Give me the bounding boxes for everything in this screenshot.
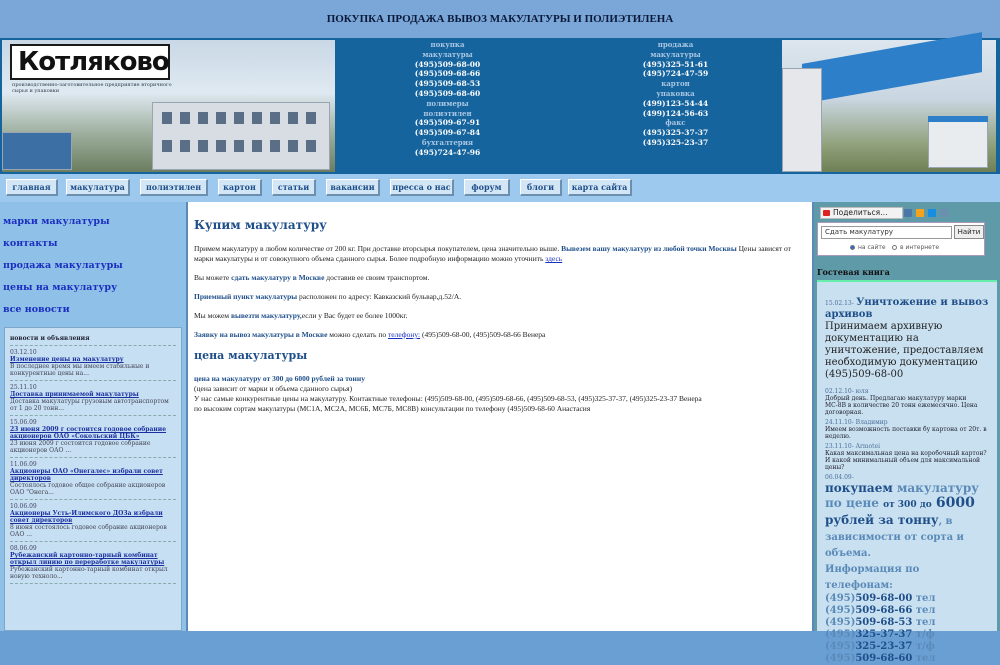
nav-tab[interactable]: макулатура <box>66 179 130 196</box>
radio-web[interactable]: в интернете <box>892 244 939 251</box>
news-date: 11.06.09 <box>10 461 37 468</box>
nav-tab[interactable]: форум <box>464 179 510 196</box>
news-date: 15.06.09 <box>10 419 37 426</box>
news-title[interactable]: Рубежанский картонно-тарный комбинат открыл линию по переработке макулатуры <box>10 552 165 566</box>
news-date: 03.12.10 <box>10 349 37 356</box>
company-logo[interactable]: Котляково <box>10 44 170 80</box>
contacts-buy <box>380 40 515 158</box>
link-prices[interactable]: цены на макулатуру <box>3 282 118 293</box>
contact-phone: (499)123-54-44 <box>642 98 709 108</box>
guestbook: 15.02.13- Уничтожение и вывоз архивов Принимаем архивную документацию на уничтожение, предоставляем необходимую документацию (495)509-68-00 02.12.10- юля Добрый день. Предлагаю макулатуру марки МС-8В в количестве 20 тонн ежемесячно. Цена договорная. 24.11.10- Владимир Имеем возможность поставки бу картона от 20т. в неделю. 23.11.10- Armotei Какая максимальная цена на коробочный картон? И какой минимальный объем для максимальной цены? 06.04.09- покупаем макулатуру по цене от 300 до 6000 рублей за тонну, в зависимости от сорта и объема. Информация по телефонам: (495)509-68-00 тел (495)509-68-66 тел (495)509-68-53 тел (495)325-37-37 т/ф (495)325-23-37 т/ф (495)509-68-60 тел <box>817 280 997 631</box>
main-content <box>186 202 814 631</box>
search-box <box>817 222 985 256</box>
guestbook-phone: (495)509-68-60 тел <box>825 653 936 664</box>
contact-phone: (495)325-23-37 <box>642 137 709 147</box>
link-phone[interactable]: телефону: <box>388 330 421 339</box>
news-text: 8 июня состоялось годовое собрание акционеров ОАО ... <box>10 524 167 538</box>
news-text: Состоялось годовое общее собрание акционеров ОАО "Онега... <box>10 482 166 496</box>
contact-phone: (495)325-51-61 <box>642 59 709 69</box>
news-text: 23 июня 2009 г состоится годовое собрание акционеров ОАО ... <box>10 440 151 454</box>
contact-phone: (495)325-37-37 <box>642 128 709 138</box>
ok-icon[interactable] <box>916 209 924 217</box>
vk-icon[interactable] <box>904 209 912 217</box>
link-sell-makulatura[interactable]: продажа макулатуры <box>3 260 123 271</box>
top-banner <box>0 0 1000 38</box>
contact-label: полиэтилен <box>423 108 472 118</box>
mail-icon[interactable] <box>928 209 936 217</box>
news-date: 08.06.09 <box>10 545 37 552</box>
nav-tab[interactable]: главная <box>6 179 58 196</box>
contacts-sell <box>608 40 743 148</box>
news-title[interactable]: Акционеры Усть-Илимского ДОЗа избрали совет директоров <box>10 510 163 524</box>
guestbook-phone: (495)509-68-66 тел <box>825 605 936 616</box>
contact-phone: (495)724-47-59 <box>642 69 709 79</box>
news-title[interactable]: Доставка принимаемой макулатуры <box>10 391 139 398</box>
logo-subtitle: производственно-заготовительное предприятие вторичного сырья и упаковки <box>12 82 172 94</box>
contact-phone: (499)124-56-63 <box>642 108 709 118</box>
contact-label: упаковка <box>656 88 695 98</box>
radio-site[interactable]: на сайте <box>850 244 886 251</box>
section-title-price: цена макулатуры <box>194 349 308 362</box>
news-item <box>10 349 176 377</box>
news-item <box>10 461 176 496</box>
news-item <box>10 419 176 454</box>
news-header: новости и объявления <box>10 335 90 342</box>
news-list <box>10 349 176 584</box>
nav-tab[interactable]: вакансии <box>326 179 380 196</box>
right-sidebar <box>814 202 1000 664</box>
guestbook-phone: (495)509-68-00 тел <box>825 593 936 604</box>
news-item <box>10 545 176 580</box>
contact-phone: (495)509-68-00 <box>414 59 481 69</box>
link-all-news[interactable]: все новости <box>3 304 70 315</box>
link-icon[interactable] <box>940 209 948 217</box>
page-title: Купим макулатуру <box>194 218 327 232</box>
news-title[interactable]: Изменение цены на макулатуру <box>10 356 124 363</box>
company-building-photo <box>2 40 335 172</box>
contact-phone: (495)509-68-60 <box>414 88 481 98</box>
news-date: 25.11.10 <box>10 384 37 391</box>
news-title[interactable]: Акционеры ОАО «Онегалес» избрали совет директоров <box>10 468 163 482</box>
share-icon <box>823 210 830 216</box>
search-input[interactable]: Сдать макулатуру <box>821 226 952 239</box>
guestbook-phone: (495)325-23-37 т/ф <box>825 641 935 652</box>
search-button[interactable]: Найти <box>954 225 984 239</box>
warehouse-photo <box>782 40 996 172</box>
nav-tab[interactable]: карта сайта <box>568 179 632 196</box>
share-button[interactable]: Поделиться… <box>820 207 903 219</box>
contact-label: макулатуры <box>422 49 473 59</box>
contact-phone: (495)724-47-96 <box>414 147 481 157</box>
news-item <box>10 384 176 412</box>
site-banner-title: ПОКУПКА ПРОДАЖА ВЫВОЗ МАКУЛАТУРЫ И ПОЛИЭТИЛЕНА <box>326 13 674 25</box>
news-text: В последнее время мы имеем стабильные и конкурентные цены на... <box>10 363 150 377</box>
nav-tab[interactable]: полиэтилен <box>140 179 208 196</box>
paragraph-delivery: Вы можете сдать макулатуру в Москве доставив ее своим транспортом. <box>194 273 430 282</box>
contact-phone: (495)509-68-66 <box>414 69 481 79</box>
paragraph-address: Приемный пункт макулатуры расположен по адресу: Кавказский бульвар,д.52/А. <box>194 292 462 301</box>
guestbook-title: Гостевая книга <box>817 267 890 277</box>
contact-phone: (495)509-67-91 <box>414 118 481 128</box>
link-here[interactable]: здесь <box>545 254 563 263</box>
left-sidebar <box>0 202 186 631</box>
contact-label: бухгалтерия <box>421 137 474 147</box>
news-title[interactable]: 23 июня 2009 г состоится годовое собрание акционеров ОАО «Сокольский ЦБК» <box>10 426 167 440</box>
news-date: 10.06.09 <box>10 503 37 510</box>
contact-label: полимеры <box>426 98 469 108</box>
contact-label: факс <box>665 118 686 128</box>
news-text: Рубежанский картонно-тарный комбинат открыл новую техноло... <box>10 566 168 580</box>
news-text: Доставка макулатуры грузовым автотранспортом от 1 до 20 тонн... <box>10 398 169 412</box>
contact-phone: (495)509-68-53 <box>414 79 481 89</box>
news-item <box>10 503 176 538</box>
paragraph-pickup: Мы можем вывезти макулатуру,если у Вас будет ее более 1000кг. <box>194 311 408 320</box>
nav-tab[interactable]: статьи <box>272 179 316 196</box>
paragraph-price: цена на макулатуру от 300 до 6000 рублей за тонну (цена зависит от марки и объема сданного сырья) У нас самые конкурентные цены на макулатуру. Контактные телефоны: (495)509-68-00, (495)509-68-66, (495)509-68-53, (495)325-37-37, (495)325-23-37 Венера по высоким сортам макулатуры (МС1А, МС2А, МС6Б, МС7Б, МС8В) консультации по телефону (495)509-68-60 Анастасия <box>194 374 702 413</box>
guestbook-entry-title[interactable]: Уничтожение и вывоз архивов <box>825 297 989 320</box>
nav-tab[interactable]: пресса о нас <box>390 179 454 196</box>
paragraph-order: Заявку на вывоз макулатуры в Москве можно сделать по телефону: (495)509-68-00, (495)509-68-66 Венера <box>194 330 546 339</box>
nav-tab[interactable]: картон <box>218 179 262 196</box>
link-contacts[interactable]: контакты <box>3 238 58 249</box>
main-nav <box>0 174 1000 202</box>
contact-label: макулатуры <box>650 49 701 59</box>
guestbook-phone: (495)509-68-53 тел <box>825 617 936 628</box>
header <box>0 38 1000 174</box>
contact-label: картон <box>661 79 690 89</box>
contact-phone: (495)509-67-84 <box>414 128 481 138</box>
contact-label: покупка <box>430 40 465 49</box>
paragraph-intro: Примем макулатуру в любом количестве от 200 кг. При доставке вторсырья покупателем, цена значительно выше. Вывезем вашу макулатуру из любой точки Москвы Цены зависят от марки макулатуры и от совокупного объема сданного сырья. Более подробную информацию можно уточнить здесь <box>194 244 791 263</box>
news-panel <box>4 327 182 631</box>
link-makulatura-grades[interactable]: марки макулатуры <box>3 216 110 227</box>
guestbook-phone: (495)325-37-37 т/ф <box>825 629 935 640</box>
contact-label: продажа <box>657 40 694 49</box>
nav-tab[interactable]: блоги <box>520 179 562 196</box>
guestbook-ad: покупаем макулатуру по цене от 300 до 6000 рублей за тонну, в зависимости от сорта и объема. Информация по телефонам: <box>825 481 979 591</box>
guestbook-phones <box>825 593 989 665</box>
